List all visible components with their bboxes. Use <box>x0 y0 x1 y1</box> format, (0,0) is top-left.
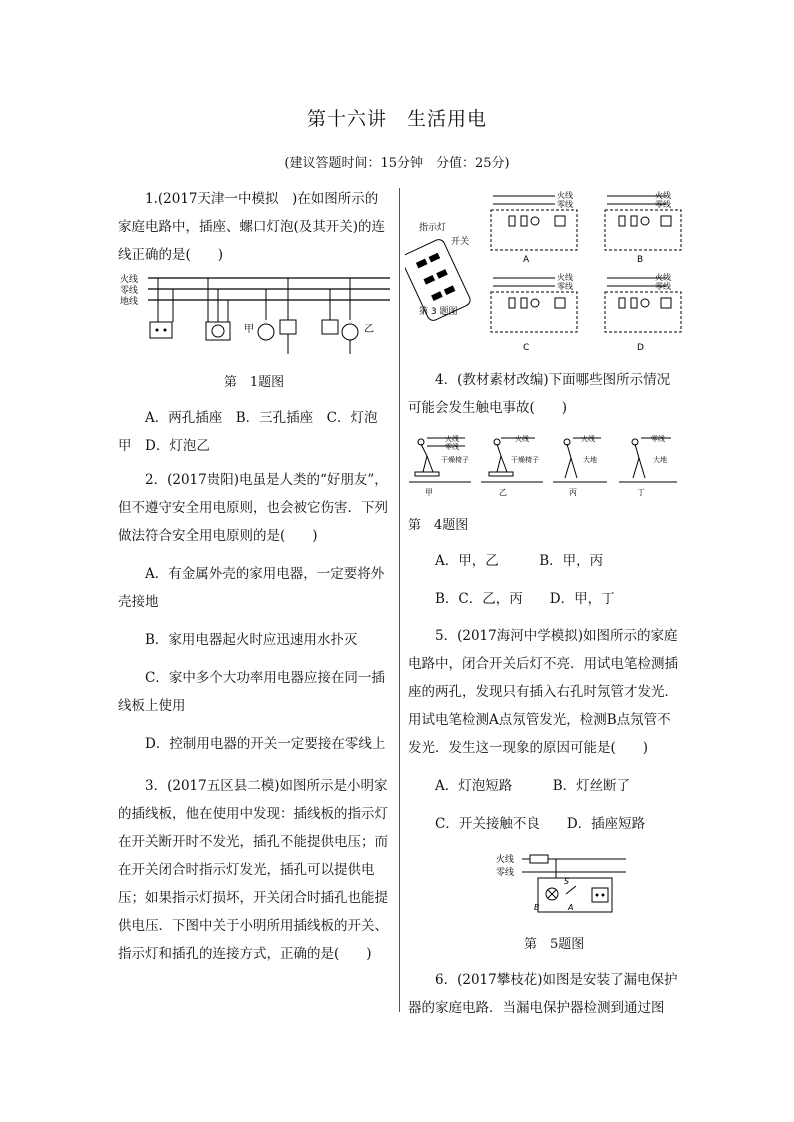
q4-label-bing: 丙 <box>569 488 577 497</box>
q3-label-a: A <box>523 255 530 265</box>
lamp-jia <box>258 324 274 340</box>
q4-options: A．甲，乙 B．甲，丙 B．C．乙，丙 D．甲，丁 <box>435 553 615 607</box>
q5-options-2: C．开关接触不良 D．插座短路 <box>435 816 646 832</box>
q3-switch-label: 开关 <box>451 237 470 247</box>
q5-switch <box>566 886 576 894</box>
svg-text:大地: 大地 <box>653 456 667 464</box>
svg-text:火线: 火线 <box>655 273 671 282</box>
q1-circuit-figure <box>118 270 390 360</box>
svg-text:零线: 零线 <box>557 200 573 209</box>
q5-options-1: A．灯泡短路 B．灯丝断了 <box>435 778 631 794</box>
svg-text:火线: 火线 <box>557 273 573 282</box>
q3-label-c: C <box>523 343 530 353</box>
svg-text:零线: 零线 <box>445 443 459 451</box>
q4-figure <box>405 432 683 500</box>
q4-scene-bing <box>553 434 607 497</box>
svg-text:火线: 火线 <box>496 855 515 865</box>
svg-text:火线: 火线 <box>557 191 573 200</box>
q1-yi-label: 乙 <box>364 324 374 335</box>
q3-indicator-label: 指示灯 <box>419 223 447 233</box>
q2-option-d: D．控制用电器的开关一定要接在零线上 <box>145 736 386 752</box>
svg-text:S: S <box>564 877 570 886</box>
question-4-stem: 4．(教材素材改编)下面哪些图所示情况可能会发生触电事故( ) <box>408 372 671 416</box>
q3-label-d: D <box>637 343 644 353</box>
q1-neutral-label: 零线 <box>120 286 139 296</box>
question-2 <box>118 466 390 758</box>
q3-option-b-diagram <box>605 190 681 265</box>
q1-jia-label: 甲 <box>244 324 254 335</box>
question-1-stem: 1.(2017天津一中模拟 )在如图所示的家庭电路中，插座、螺口灯泡(及其开关)的连线正确的是( ) <box>118 191 386 263</box>
svg-text:火线: 火线 <box>515 435 529 443</box>
q3-caption: 第 3 题图 <box>419 307 458 317</box>
q2-option-a: A．有金属外壳的家用电器，一定要将外壳接地 <box>118 566 385 610</box>
q3-figure <box>405 186 683 358</box>
svg-text:大地: 大地 <box>583 456 597 464</box>
q4-caption: 第 4题图 <box>408 518 469 533</box>
svg-text:零线: 零线 <box>496 868 515 878</box>
q4-label-yi: 乙 <box>499 488 507 497</box>
q1-ground-label: 地线 <box>120 297 139 307</box>
svg-text:零线: 零线 <box>655 200 671 209</box>
svg-text:火线: 火线 <box>445 435 459 443</box>
svg-text:干燥椅子: 干燥椅子 <box>441 456 469 464</box>
q2-stem: 2．(2017贵阳)电虽是人类的“好朋友”，但不遵守安全用电原则，也会被它伤害．下列做法符合安全用电原则的是( ) <box>118 472 388 544</box>
q2-option-b: B．家用电器起火时应迅速用水扑灭 <box>145 632 358 648</box>
question-6-stem: 6．(2017攀枝花)如图是安装了漏电保护器的家庭电路．当漏电保护器检测到通过图 <box>408 972 678 1016</box>
q3-option-c-diagram <box>491 272 577 353</box>
svg-text:A: A <box>568 903 574 912</box>
lamp-yi <box>342 324 358 340</box>
q5-socket <box>592 888 608 902</box>
q4-scene-jia <box>409 434 471 497</box>
svg-text:火线: 火线 <box>655 191 671 200</box>
q4-label-jia: 甲 <box>425 488 433 497</box>
q3-option-d-diagram <box>605 272 681 353</box>
q4-label-ding: 丁 <box>637 488 645 497</box>
q4-scene-yi <box>481 434 543 497</box>
switch-jia <box>280 320 296 334</box>
question-5 <box>408 622 680 838</box>
column-divider <box>399 188 400 1012</box>
svg-text:干燥椅子: 干燥椅子 <box>511 456 539 464</box>
q5-caption: 第 5题图 <box>524 937 585 952</box>
question-3-stem: 3．(2017五区县二模)如图所示是小明家的插线板，他在使用中发现：插线板的指示灯在开关断开时不发光，插孔不能提供电压；而在开关闭合时指示灯发光，插孔可以提供电压；如果指示灯损坏，开关闭合时插孔也能提供电压．下图中关于小明所用插线板的开关、指示灯和插孔的连接方式，正确的是( ) <box>118 778 388 962</box>
svg-text:火线: 火线 <box>581 435 595 443</box>
svg-text:零线: 零线 <box>651 435 665 443</box>
q3-option-a-diagram <box>491 190 577 265</box>
q2-option-c: C．家中多个大功率用电器应接在同一插线板上使用 <box>118 670 385 714</box>
page-title: 第十六讲 生活用电 <box>306 108 487 130</box>
q5-circuit-figure <box>496 852 628 918</box>
q1-caption: 第 1题图 <box>223 375 285 390</box>
q1-options: A．两孔插座 B．三孔插座 C．灯泡 甲 D．灯泡乙 <box>118 410 378 454</box>
svg-text:零线: 零线 <box>557 282 573 291</box>
fuse <box>530 855 548 863</box>
q1-live-label: 火线 <box>120 275 139 285</box>
q5-stem: 5．(2017海河中学模拟)如图所示的家庭电路中，闭合开关后灯不亮．用试电笔检测插座的两孔，发现只有插入右孔时氖管才发光．用试电笔检测A点氖管发光，检测B点氖管不发光．发生这一现象的原因可能是( ) <box>408 628 678 756</box>
q4-scene-ding <box>619 434 677 497</box>
two-hole-socket <box>150 322 172 338</box>
page-subtitle: (建议答题时间：15分钟 分值：25分) <box>284 156 510 171</box>
svg-text:B: B <box>534 903 540 912</box>
switch-yi <box>322 320 338 334</box>
q3-label-b: B <box>637 255 644 265</box>
svg-text:零线: 零线 <box>655 282 671 291</box>
